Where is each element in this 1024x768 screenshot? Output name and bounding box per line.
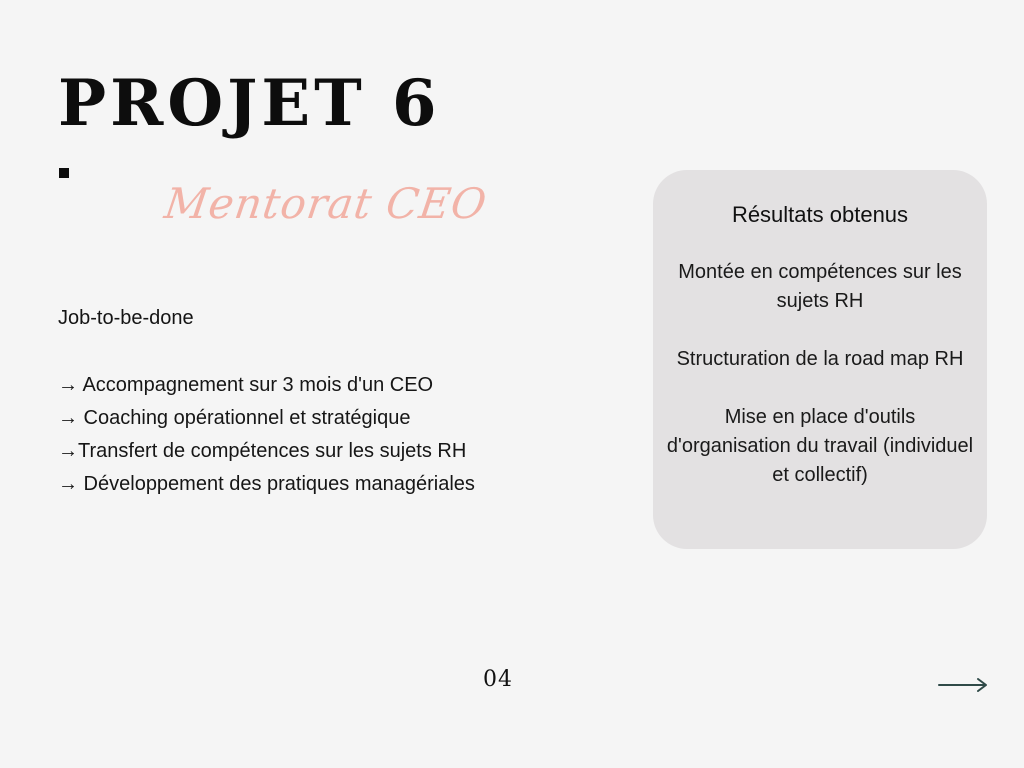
- job-to-be-done-list: [58, 369, 475, 501]
- result-item: Mise en place d'outils d'organisation du travail (individuel et collectif): [666, 406, 974, 486]
- list-item: → Développement des pratiques managériales: [58, 473, 475, 495]
- result-item: Structuration de la road map RH: [676, 348, 964, 370]
- page-number: 04: [483, 667, 513, 692]
- job-to-be-done-heading: Job-to-be-done: [58, 307, 194, 329]
- square-bullet-icon: [59, 168, 69, 178]
- page-subtitle: Mentorat CEO: [161, 179, 491, 228]
- results-heading: Résultats obtenus: [731, 202, 909, 227]
- page-title: PROJET 6: [58, 66, 441, 141]
- list-item: →Transfert de compétences sur les sujets RH: [58, 440, 467, 462]
- results-card: [653, 170, 987, 549]
- list-item: → Accompagnement sur 3 mois d'un CEO: [58, 374, 434, 396]
- result-item: Montée en compétences sur les sujets RH: [678, 261, 962, 312]
- list-item: → Coaching opérationnel et stratégique: [58, 407, 411, 429]
- arrow-right-icon[interactable]: [936, 675, 990, 695]
